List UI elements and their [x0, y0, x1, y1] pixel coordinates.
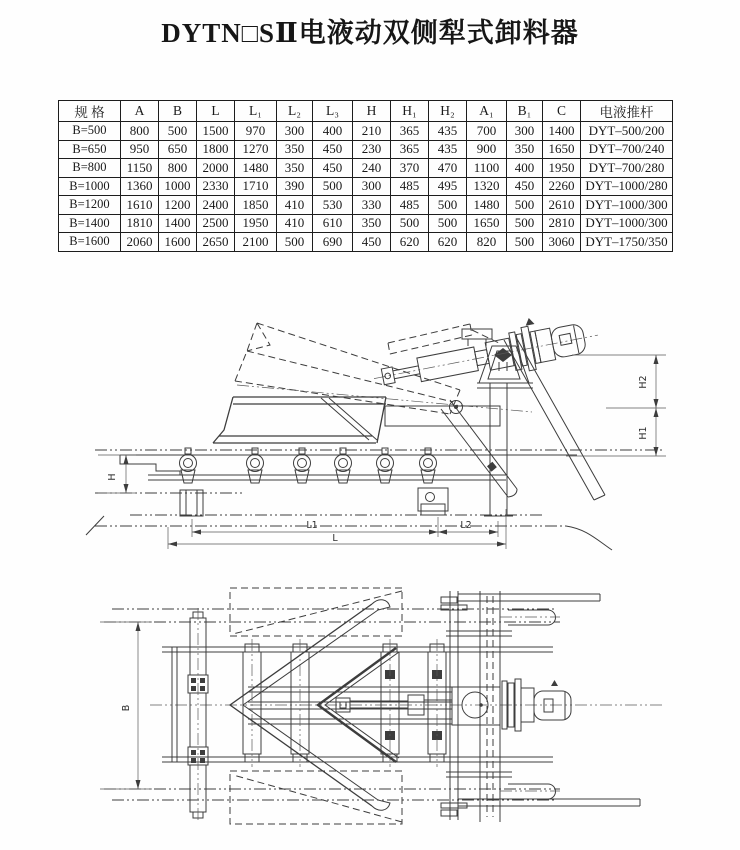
mounting-frame: [441, 591, 640, 822]
dim-label-b: B: [121, 704, 132, 712]
table-cell: 2610: [543, 196, 581, 215]
dim-label-h: H: [107, 473, 118, 481]
phantom-raised-plow: [235, 323, 501, 414]
table-cell: 370: [391, 159, 429, 178]
plow-body: [213, 397, 500, 443]
table-cell: 300: [507, 122, 543, 141]
dim-label-h1: H1: [638, 426, 649, 440]
belt-edge-lines: [104, 609, 662, 800]
support-bracket: [462, 329, 533, 516]
table-cell: 620: [391, 233, 429, 252]
table-cell: 350: [277, 159, 313, 178]
table-cell: 500: [507, 196, 543, 215]
table-cell: 2000: [197, 159, 235, 178]
column-header: H₁: [391, 101, 429, 122]
table-cell: 950: [121, 140, 159, 159]
table-cell: 1000: [159, 177, 197, 196]
table-cell: 410: [277, 196, 313, 215]
table-cell: 1800: [197, 140, 235, 159]
table-cell: 1320: [467, 177, 507, 196]
table-cell: 500: [507, 233, 543, 252]
table-cell: 2810: [543, 214, 581, 233]
table-cell: B=500: [59, 122, 121, 141]
table-cell: 1270: [235, 140, 277, 159]
motor: [550, 323, 587, 359]
table-cell: 1360: [121, 177, 159, 196]
table-cell: 1610: [121, 196, 159, 215]
table-cell: 1650: [467, 214, 507, 233]
table-cell: 330: [353, 196, 391, 215]
table-cell: 1600: [159, 233, 197, 252]
dim-label-l1: L1: [306, 520, 318, 531]
table-cell: 820: [467, 233, 507, 252]
dim-label-h2: H2: [638, 375, 649, 389]
table-cell: 1710: [235, 177, 277, 196]
table-cell: 470: [429, 159, 467, 178]
table-row: [59, 122, 673, 141]
table-cell: DYT–700/280: [581, 159, 673, 178]
table-cell: 1850: [235, 196, 277, 215]
table-cell: DYT–1000/300: [581, 196, 673, 215]
table-cell: 2650: [197, 233, 235, 252]
column-header: H: [353, 101, 391, 122]
table-cell: 450: [353, 233, 391, 252]
frame-rails: [162, 647, 553, 762]
table-cell: 2400: [197, 196, 235, 215]
table-cell: 700: [467, 122, 507, 141]
column-header: C: [543, 101, 581, 122]
table-row: [59, 159, 673, 178]
table-cell: 620: [429, 233, 467, 252]
table-cell: B=650: [59, 140, 121, 159]
table-cell: 1950: [235, 214, 277, 233]
table-cell: 2060: [121, 233, 159, 252]
column-header: H₂: [429, 101, 467, 122]
table-cell: B=1400: [59, 214, 121, 233]
table-cell: 210: [353, 122, 391, 141]
table-cell: 230: [353, 140, 391, 159]
conveyor-rollers: [180, 448, 437, 483]
column-header: A₁: [467, 101, 507, 122]
table-cell: 435: [429, 140, 467, 159]
dim-label-l2: L2: [460, 520, 472, 531]
table-cell: DYT–1000/300: [581, 214, 673, 233]
table-cell: 900: [467, 140, 507, 159]
table-cell: 300: [353, 177, 391, 196]
spec-table: [58, 100, 673, 252]
table-cell: 2500: [197, 214, 235, 233]
table-cell: 1200: [159, 196, 197, 215]
column-header: B: [159, 101, 197, 122]
table-cell: 1500: [197, 122, 235, 141]
table-cell: 500: [277, 233, 313, 252]
column-header: A: [121, 101, 159, 122]
table-cell: B=1000: [59, 177, 121, 196]
table-cell: 350: [277, 140, 313, 159]
table-cell: 410: [277, 214, 313, 233]
table-cell: 610: [313, 214, 353, 233]
table-row: [59, 214, 673, 233]
table-cell: 485: [391, 177, 429, 196]
table-cell: 300: [277, 122, 313, 141]
table-cell: 800: [159, 159, 197, 178]
column-header: L₂: [277, 101, 313, 122]
table-cell: 1150: [121, 159, 159, 178]
table-cell: 1100: [467, 159, 507, 178]
table-cell: 365: [391, 140, 429, 159]
table-cell: B=800: [59, 159, 121, 178]
header-row: [59, 101, 673, 122]
table-cell: 2330: [197, 177, 235, 196]
table-cell: DYT–500/200: [581, 122, 673, 141]
table-cell: 500: [391, 214, 429, 233]
table-cell: 1400: [159, 214, 197, 233]
top-view-drawing: [0, 584, 740, 850]
table-cell: 450: [507, 177, 543, 196]
column-header: 规 格: [59, 101, 121, 122]
table-cell: 690: [313, 233, 353, 252]
table-cell: 500: [313, 177, 353, 196]
table-cell: B=1200: [59, 196, 121, 215]
base-frame: [120, 455, 577, 516]
table-cell: 390: [277, 177, 313, 196]
column-header: L₃: [313, 101, 353, 122]
table-cell: 2260: [543, 177, 581, 196]
table-cell: 400: [507, 159, 543, 178]
table-cell: 500: [429, 214, 467, 233]
table-cell: 400: [313, 122, 353, 141]
table-cell: 650: [159, 140, 197, 159]
table-cell: 485: [391, 196, 429, 215]
cross-idlers: [243, 639, 446, 767]
side-view-drawing: [0, 293, 740, 579]
table-cell: 1480: [235, 159, 277, 178]
hydraulic-pusher: [368, 306, 602, 401]
table-cell: 800: [121, 122, 159, 141]
column-header: L₁: [235, 101, 277, 122]
dimension-lines: [100, 622, 152, 789]
table-cell: 1650: [543, 140, 581, 159]
table-cell: 3060: [543, 233, 581, 252]
page-title: DYTN□SⅡ电液动双侧犁式卸料器: [161, 18, 579, 48]
table-cell: 435: [429, 122, 467, 141]
table-row: [59, 177, 673, 196]
table-cell: 450: [313, 140, 353, 159]
dim-label-l: L: [332, 533, 338, 544]
table-row: [59, 196, 673, 215]
table-cell: 1810: [121, 214, 159, 233]
column-header: 电液推杆: [581, 101, 673, 122]
table-row: [59, 233, 673, 252]
table-cell: 500: [429, 196, 467, 215]
table-cell: 2100: [235, 233, 277, 252]
table-cell: 350: [507, 140, 543, 159]
table-cell: 1480: [467, 196, 507, 215]
table-cell: 500: [159, 122, 197, 141]
column-header: B₁: [507, 101, 543, 122]
table-cell: 970: [235, 122, 277, 141]
table-cell: 1950: [543, 159, 581, 178]
table-cell: DYT–1000/280: [581, 177, 673, 196]
table-cell: 1400: [543, 122, 581, 141]
table-cell: 500: [507, 214, 543, 233]
table-row: [59, 140, 673, 159]
table-cell: DYT–1750/350: [581, 233, 673, 252]
table-cell: 530: [313, 196, 353, 215]
table-cell: 450: [313, 159, 353, 178]
lever-and-brace: [441, 337, 605, 500]
left-idler-set: [188, 608, 208, 822]
table-cell: 350: [353, 214, 391, 233]
belt-centerlines: [86, 450, 662, 550]
column-header: L: [197, 101, 235, 122]
table-cell: 365: [391, 122, 429, 141]
table-cell: B=1600: [59, 233, 121, 252]
table-cell: DYT–700/240: [581, 140, 673, 159]
table-cell: 240: [353, 159, 391, 178]
table-cell: 495: [429, 177, 467, 196]
